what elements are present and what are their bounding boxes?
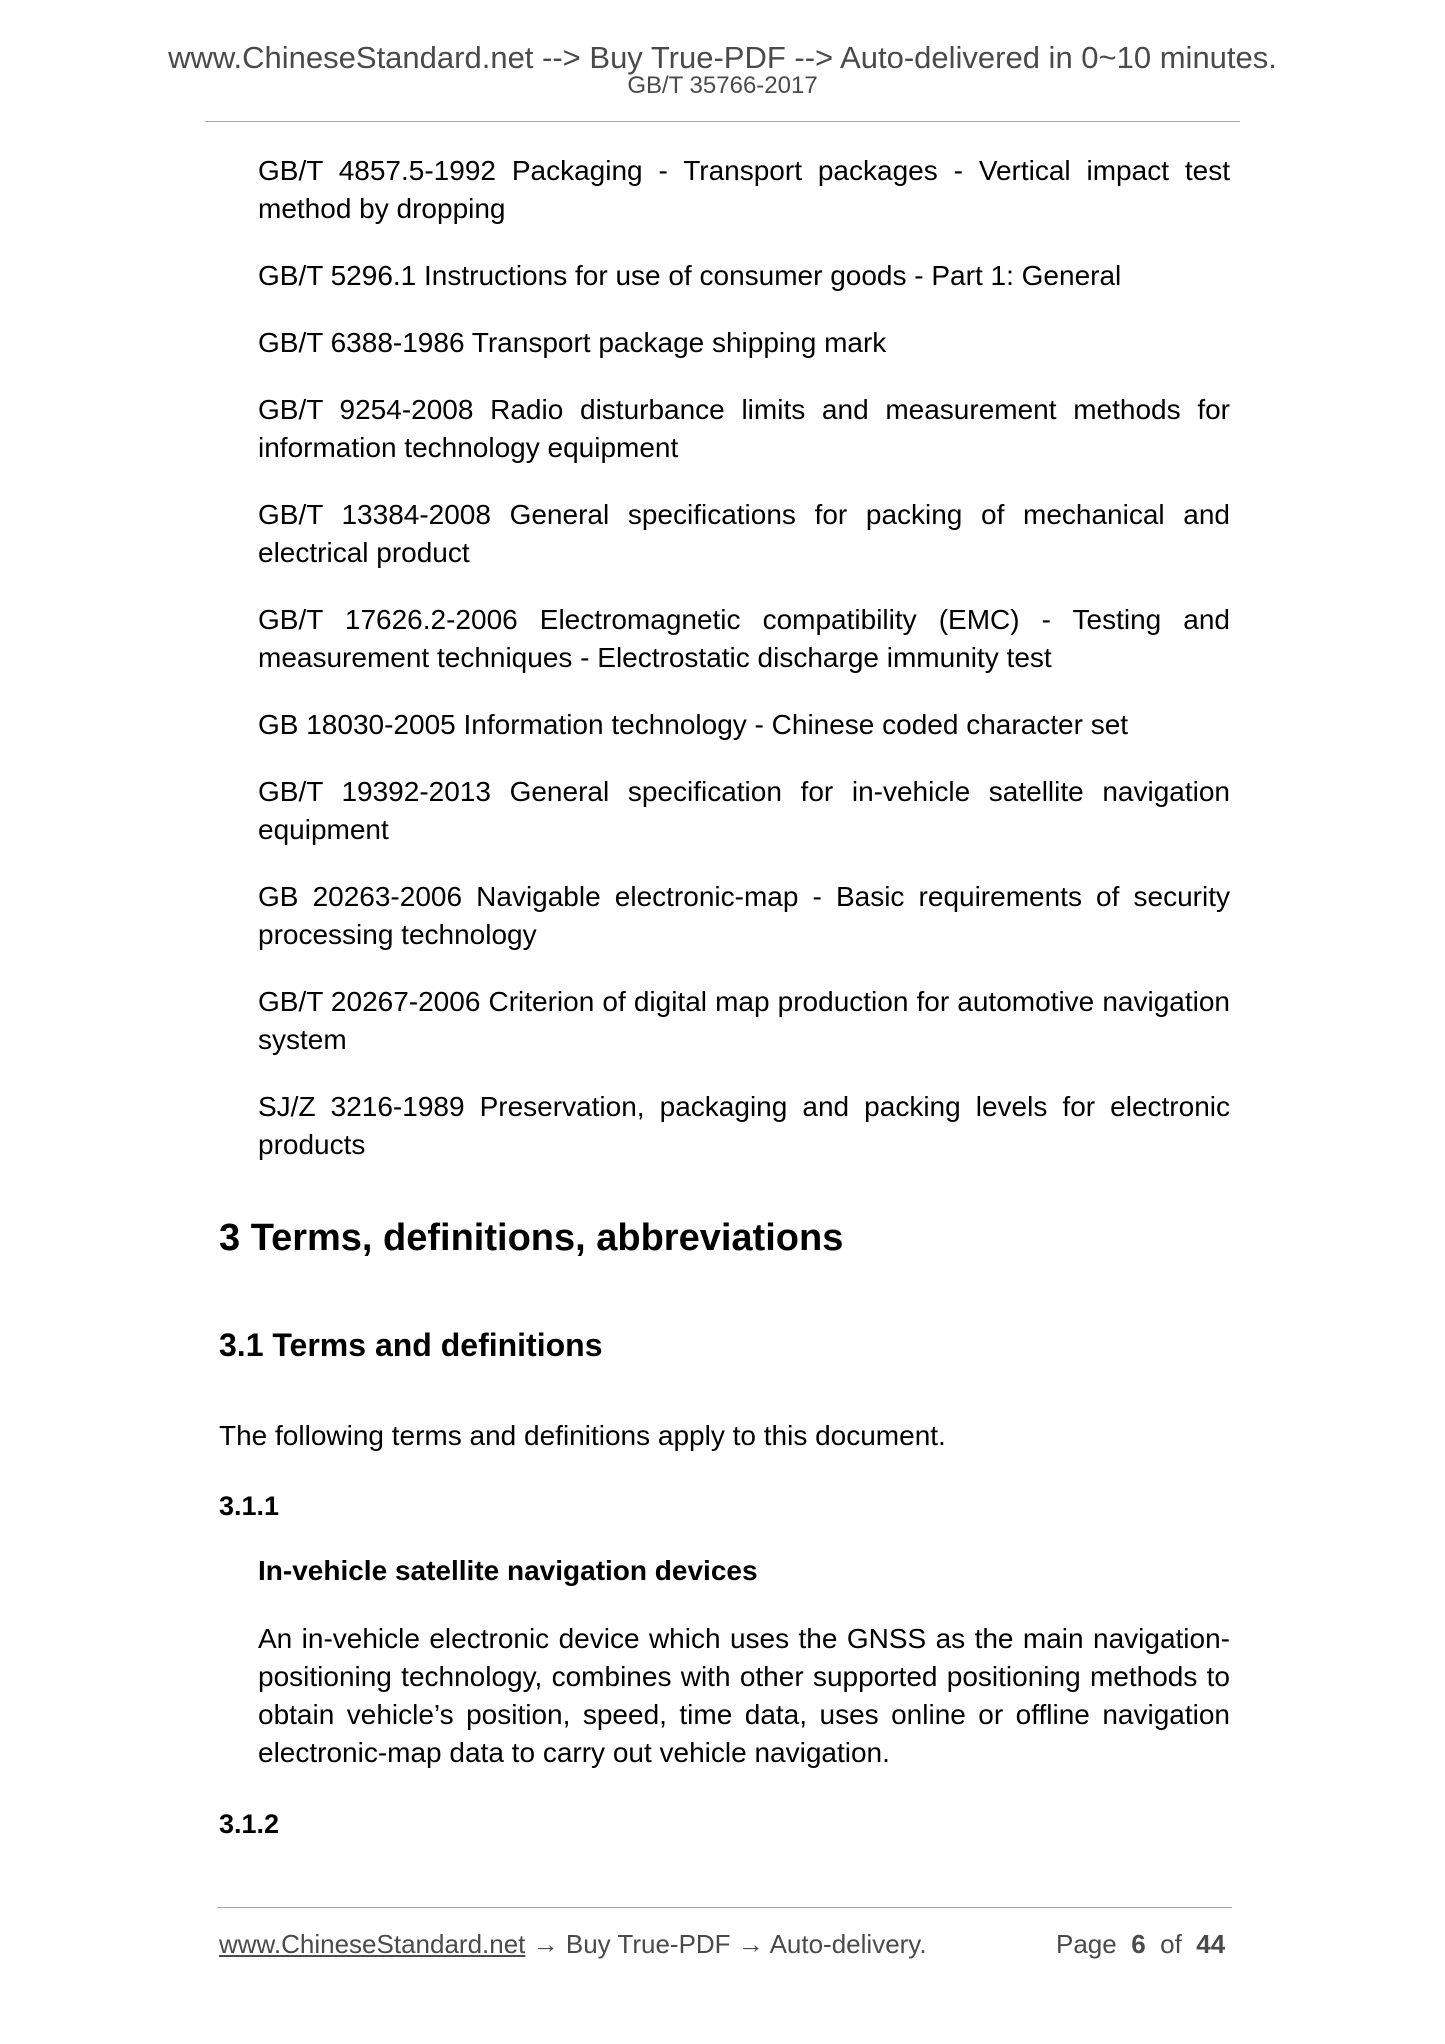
reference-item: GB/T 20267-2006 Criterion of digital map production for automotive navigation system (258, 986, 1230, 1055)
reference-item: GB/T 19392-2013 General specification for in-vehicle satellite navigation equipment (258, 776, 1230, 845)
subsection-heading: 3.1 Terms and definitions (219, 1327, 603, 1363)
section-intro: The following terms and definitions apply to this document. (219, 1420, 946, 1451)
reference-item: GB/T 13384-2008 General specifications for packing of mechanical and electrical product (258, 499, 1230, 568)
reference-item: GB/T 17626.2-2006 Electromagnetic compatibility (EMC) - Testing and measurement techniques - Electrostatic discharge immunity test (258, 604, 1230, 673)
term-title: In-vehicle satellite navigation devices (258, 1555, 758, 1586)
header-divider (205, 121, 1240, 122)
reference-item: GB/T 5296.1 Instructions for use of consumer goods - Part 1: General (258, 260, 1122, 291)
reference-item: SJ/Z 3216-1989 Preservation, packaging and packing levels for electronic products (258, 1091, 1230, 1160)
top-banner[interactable]: www.ChineseStandard.net --> Buy True-PDF --> Auto-delivered in 0~10 minutes. (168, 40, 1277, 75)
of-label: of (1160, 1929, 1182, 1959)
total-pages: 44 (1196, 1929, 1226, 1959)
normative-references-list (258, 152, 1230, 1193)
standard-code: GB/T 35766-2017 (627, 72, 818, 99)
footer-divider (217, 1907, 1232, 1908)
reference-item: GB 18030-2005 Information technology - Chinese coded character set (258, 709, 1129, 740)
footer-link[interactable]: www.ChineseStandard.net (219, 1929, 526, 1959)
term-definition: An in-vehicle electronic device which uses the GNSS as the main navigation-positioning technology, combines with other supported positioning methods to obtain vehicle’s position, speed, time data, uses online or offline navigation electronic-map data to carry out vehicle navigation. (258, 1623, 1230, 1768)
footer-tagline: → Buy True-PDF → Auto-delivery. (525, 1929, 927, 1959)
reference-item: GB/T 9254-2008 Radio disturbance limits and measurement methods for information technology equipment (258, 394, 1230, 463)
clause-number: 3.1.1 (219, 1491, 280, 1521)
reference-item: GB/T 6388-1986 Transport package shipping mark (258, 327, 887, 358)
reference-item: GB 20263-2006 Navigable electronic-map - Basic requirements of security processing technology (258, 881, 1230, 950)
clause-number: 3.1.2 (219, 1809, 280, 1839)
page-label: Page (1056, 1929, 1117, 1959)
footer-text (219, 1928, 927, 1960)
page-indicator (1056, 1928, 1225, 1960)
reference-item: GB/T 4857.5-1992 Packaging - Transport packages - Vertical impact test method by dropping (258, 155, 1230, 224)
section-heading: 3 Terms, definitions, abbreviations (219, 1217, 844, 1259)
page-number: 6 (1131, 1929, 1146, 1959)
